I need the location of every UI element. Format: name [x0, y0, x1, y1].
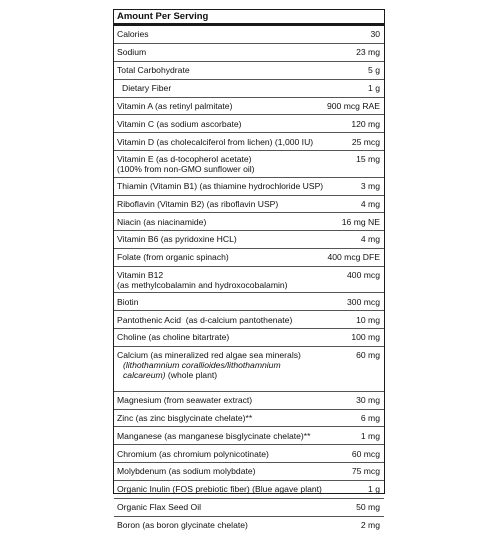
nutrient-name: [117, 154, 356, 174]
nutrient-source-line: (100% from non-GMO sunflower oil): [117, 164, 255, 175]
nutrient-row-organic-inulin: [114, 481, 384, 499]
nutrient-name: Sodium: [117, 47, 147, 58]
nutrient-amount: 1 g: [368, 82, 380, 93]
nutrient-amount: 900 mcg RAE: [326, 100, 380, 111]
nutrient-amount: 300 mcg: [347, 296, 380, 307]
nutrient-source-italic: calcareum): [123, 370, 166, 381]
nutrient-row-vitamin-d: [114, 133, 384, 151]
nutrient-row-organic-flax-seed-oil: [114, 499, 384, 517]
nutrient-amount: 6 mg: [360, 412, 380, 423]
nutrient-amount: 4 mg: [360, 198, 380, 209]
nutrient-name: Manganese (as manganese bisglycinate chelate)**: [117, 430, 311, 441]
nutrient-amount: 60 mg: [356, 350, 380, 361]
nutrient-amount: 120 mg: [351, 118, 380, 129]
nutrient-row-sodium: [114, 44, 384, 62]
nutrient-row-manganese: [114, 427, 384, 445]
nutrient-name: Total Carbohydrate: [117, 64, 190, 75]
nutrient-name: [117, 270, 347, 290]
nutrient-amount: 100 mg: [351, 332, 380, 343]
nutrient-amount: 30: [370, 29, 380, 40]
supplement-facts-panel: [113, 9, 385, 531]
nutrient-amount: 4 mg: [360, 234, 380, 245]
nutrient-amount: 30 mg: [356, 394, 380, 405]
nutrient-row-vitamin-e: [114, 151, 384, 177]
nutrient-amount: 75 mcg: [351, 466, 380, 477]
nutrient-amount: 50 mg: [356, 502, 380, 513]
nutrient-row-pantothenic-acid: [114, 311, 384, 329]
nutrient-name: Pantothenic Acid (as d-calcium pantothenate): [117, 314, 293, 325]
nutrient-source-italic: (lithothamnium corallioides/lithothamnium: [123, 360, 281, 371]
nutrient-amount: 400 mcg: [347, 270, 380, 281]
nutrient-amount: 1 g: [368, 484, 380, 495]
nutrient-row-chromium: [114, 445, 384, 463]
nutrient-name: Zinc (as zinc bisglycinate chelate)**: [117, 412, 253, 423]
nutrient-row-vitamin-b12: [114, 267, 384, 293]
nutrient-name-line: Vitamin B12: [117, 270, 164, 281]
nutrient-row-zinc: [114, 410, 384, 428]
nutrient-name: Vitamin B6 (as pyridoxine HCL): [117, 234, 237, 245]
nutrient-name: Choline (as choline bitartrate): [117, 332, 230, 343]
nutrient-name: Dietary Fiber: [122, 82, 172, 93]
nutrient-row-total-carbohydrate: [114, 62, 384, 80]
nutrient-row-vitamin-a: [114, 98, 384, 116]
nutrient-row-magnesium: [114, 392, 384, 410]
nutrient-amount: 25 mcg: [351, 136, 380, 147]
nutrient-row-calories: [114, 26, 384, 44]
nutrient-row-riboflavin: [114, 196, 384, 214]
nutrient-amount: 3 mg: [360, 180, 380, 191]
nutrient-name-line: Vitamin E (as d-tocopherol acetate): [117, 154, 252, 165]
nutrient-source-line: [117, 360, 352, 370]
nutrient-row-biotin: [114, 293, 384, 311]
nutrient-amount: 10 mg: [356, 314, 380, 325]
nutrient-name-line: Calcium (as mineralized red algae sea minerals): [117, 350, 301, 361]
amount-per-serving-header: Amount Per Serving: [114, 10, 384, 26]
nutrient-name: [117, 350, 356, 380]
nutrient-amount: 400 mcg DFE: [327, 252, 380, 263]
nutrient-name: Calories: [117, 29, 149, 40]
nutrient-row-vitamin-c: [114, 115, 384, 133]
nutrient-name: Thiamin (Vitamin B1) (as thiamine hydrochloride USP): [117, 180, 324, 191]
nutrient-amount: 23 mg: [356, 47, 380, 58]
nutrient-name: Organic Inulin (FOS prebiotic fiber) (Blue agave plant): [117, 484, 322, 495]
nutrient-row-boron: [114, 517, 384, 535]
nutrient-amount: 5 g: [368, 64, 380, 75]
nutrient-row-choline: [114, 329, 384, 347]
nutrient-name: Boron (as boron glycinate chelate): [117, 520, 248, 531]
nutrient-row-calcium: [114, 347, 384, 392]
nutrient-amount: 16 mg NE: [341, 216, 380, 227]
nutrient-row-niacin: [114, 213, 384, 231]
nutrient-rows: [114, 26, 384, 535]
nutrient-amount: 60 mcg: [351, 448, 380, 459]
nutrient-name: Vitamin A (as retinyl palmitate): [117, 100, 233, 111]
nutrient-row-vitamin-b6: [114, 231, 384, 249]
nutrient-name: Chromium (as chromium polynicotinate): [117, 448, 269, 459]
nutrient-name: Organic Flax Seed Oil: [117, 502, 202, 513]
nutrient-name: Riboflavin (Vitamin B2) (as riboflavin USP): [117, 198, 279, 209]
nutrient-row-molybdenum: [114, 463, 384, 481]
nutrient-row-thiamin: [114, 178, 384, 196]
nutrient-name: Biotin: [117, 296, 139, 307]
nutrient-row-folate: [114, 249, 384, 267]
nutrient-source-line: (as methylcobalamin and hydroxocobalamin): [117, 280, 288, 291]
nutrient-row-dietary-fiber: [114, 80, 384, 98]
nutrient-name: Magnesium (from seawater extract): [117, 394, 253, 405]
nutrient-name: Vitamin C (as sodium ascorbate): [117, 118, 242, 129]
nutrient-name: Niacin (as niacinamide): [117, 216, 207, 227]
nutrient-name: Vitamin D (as cholecalciferol from lichen) (1,000 IU): [117, 136, 314, 147]
nutrient-name: Molybdenum (as sodium molybdate): [117, 466, 256, 477]
nutrient-amount: 2 mg: [360, 520, 380, 531]
nutrient-name: Folate (from organic spinach): [117, 252, 229, 263]
nutrient-source-line: [117, 370, 352, 380]
nutrient-source-tail: (whole plant): [165, 370, 218, 381]
nutrient-amount: 1 mg: [360, 430, 380, 441]
nutrient-amount: 15 mg: [356, 154, 380, 165]
